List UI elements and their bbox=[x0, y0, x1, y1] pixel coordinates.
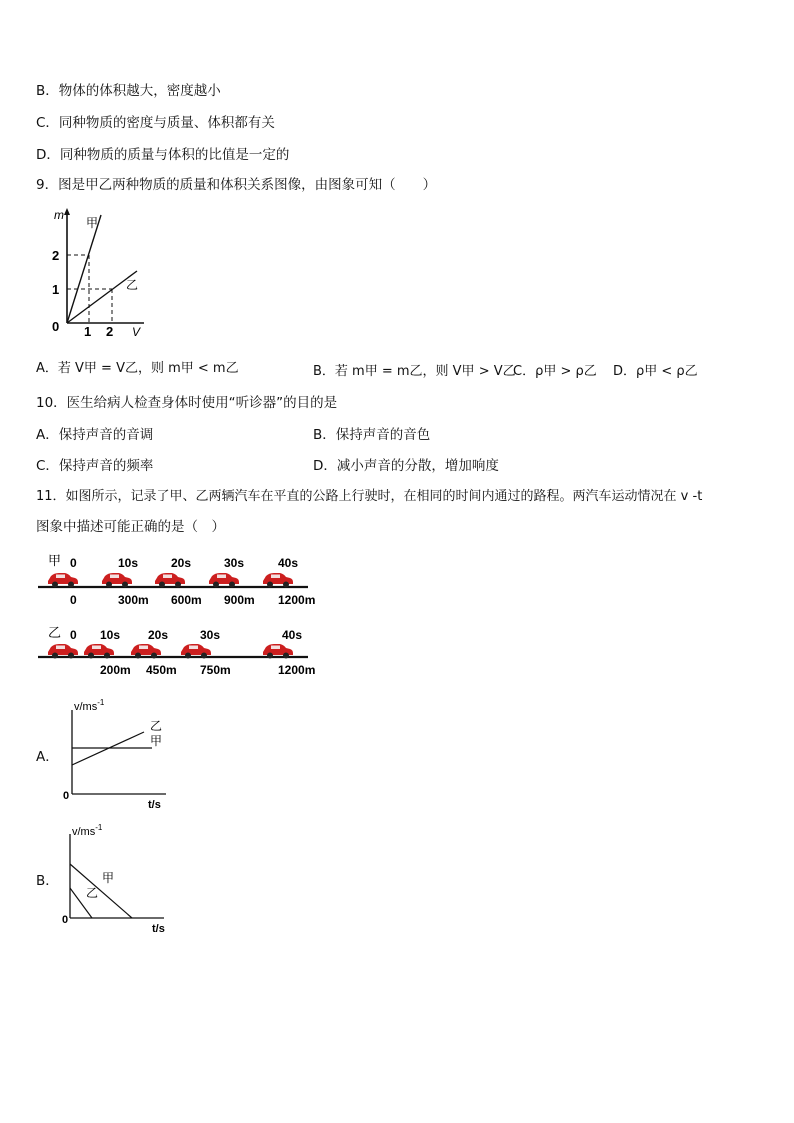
q11-a-label-yi: 乙 bbox=[150, 719, 163, 733]
q11-option-a-graph bbox=[58, 698, 183, 810]
q11-a-x-axis: t/s bbox=[148, 799, 161, 811]
q11-track-yi-label: 乙 bbox=[48, 625, 62, 640]
q10-option-d: D．减小声音的分散，增加响度 bbox=[313, 458, 499, 474]
q11-jia-time-10: 10s bbox=[118, 556, 139, 570]
q11-yi-dist-450: 450m bbox=[146, 663, 177, 677]
q9-option-d: D．ρ甲 < ρ乙 bbox=[613, 364, 698, 379]
q11-jia-time-40: 40s bbox=[278, 556, 299, 570]
car-icon bbox=[209, 573, 239, 588]
car-icon bbox=[155, 573, 185, 588]
q11-track-yi bbox=[36, 624, 316, 680]
q9-option-a: A．若 V甲 = V乙，则 m甲 < m乙 bbox=[36, 361, 239, 376]
q11-b-line-jia bbox=[70, 864, 132, 918]
q11-stem-line1: 11．如图所示，记录了甲、乙两辆汽车在平直的公路上行驶时，在相同的时间内通过的路程。两汽车运动情况在 v -t bbox=[36, 489, 703, 504]
car-icon bbox=[48, 573, 78, 588]
q10-stem: 10．医生给病人检查身体时使用“听诊器”的目的是 bbox=[36, 395, 338, 411]
q9-label-yi: 乙 bbox=[126, 278, 139, 292]
q9-y-axis-label: m bbox=[54, 208, 64, 222]
car-icon bbox=[263, 573, 293, 588]
q9-stem: 9．图是甲乙两种物质的质量和体积关系图像，由图象可知（ ） bbox=[36, 177, 437, 193]
q11-stem-line2: 图象中描述可能正确的是（ ） bbox=[36, 519, 225, 535]
q11-b-y-axis: $v/ms^{-1}$ bbox=[72, 823, 103, 838]
q11-jia-dist-600: 600m bbox=[171, 593, 202, 607]
q9-x-tick-1: 1 bbox=[84, 324, 92, 339]
q9-x-tick-2: 2 bbox=[106, 324, 114, 339]
q11-a-label-jia: 甲 bbox=[150, 734, 163, 748]
q11-jia-time-0: 0 bbox=[70, 556, 77, 570]
q11-a-y-axis: $v/ms^{-1}$ bbox=[74, 698, 105, 713]
q9-y-tick-2: 2 bbox=[52, 248, 60, 263]
q11-yi-dist-200: 200m bbox=[100, 663, 131, 677]
q9-line-jia bbox=[67, 215, 101, 323]
q11-yi-time-20: 20s bbox=[148, 628, 169, 642]
car-icon bbox=[102, 573, 132, 588]
q11-jia-dist-300: 300m bbox=[118, 593, 149, 607]
q11-b-x-axis: t/s bbox=[152, 923, 165, 935]
q11-b-origin: 0 bbox=[62, 914, 69, 926]
q8-option-c: C．同种物质的密度与质量、体积都有关 bbox=[36, 115, 275, 131]
q11-option-a-label: A． bbox=[36, 749, 59, 765]
q11-b-label-yi: 乙 bbox=[86, 886, 99, 900]
q11-b-label-jia: 甲 bbox=[102, 871, 115, 885]
q11-jia-time-20: 20s bbox=[171, 556, 192, 570]
q11-yi-dist-1200: 1200m bbox=[278, 663, 316, 677]
q11-yi-time-30: 30s bbox=[200, 628, 221, 642]
q11-yi-time-10: 10s bbox=[100, 628, 121, 642]
q11-jia-dist-0: 0 bbox=[70, 593, 77, 607]
q10-option-a: A．保持声音的音调 bbox=[36, 427, 154, 443]
q11-jia-dist-1200: 1200m bbox=[278, 593, 316, 607]
q9-mass-volume-graph bbox=[44, 205, 154, 340]
q11-yi-dist-750: 750m bbox=[200, 663, 231, 677]
q8-option-b: B．物体的体积越大，密度越小 bbox=[36, 83, 221, 99]
q11-yi-time-40: 40s bbox=[282, 628, 303, 642]
q9-option-b: B．若 m甲 = m乙，则 V甲 > V乙 bbox=[313, 364, 516, 379]
q9-y-tick-1: 1 bbox=[52, 282, 60, 297]
q9-x-axis-label: V bbox=[132, 325, 141, 339]
q11-a-origin: 0 bbox=[63, 790, 70, 802]
q11-track-jia-label: 甲 bbox=[48, 553, 62, 568]
q9-origin: 0 bbox=[52, 319, 60, 334]
q11-jia-dist-900: 900m bbox=[224, 593, 255, 607]
q9-label-jia: 甲 bbox=[86, 216, 99, 230]
q11-jia-time-30: 30s bbox=[224, 556, 245, 570]
q10-option-b: B．保持声音的音色 bbox=[313, 427, 431, 443]
q8-option-d: D．同种物质的质量与体积的比值是一定的 bbox=[36, 147, 290, 163]
q9-option-c: C．ρ甲 > ρ乙 bbox=[513, 364, 597, 379]
q11-option-b-label: B． bbox=[36, 873, 59, 889]
q11-option-b-graph bbox=[58, 820, 183, 935]
q11-track-jia bbox=[36, 550, 316, 610]
q10-option-c: C．保持声音的频率 bbox=[36, 458, 154, 474]
q11-yi-time-0: 0 bbox=[70, 628, 77, 642]
